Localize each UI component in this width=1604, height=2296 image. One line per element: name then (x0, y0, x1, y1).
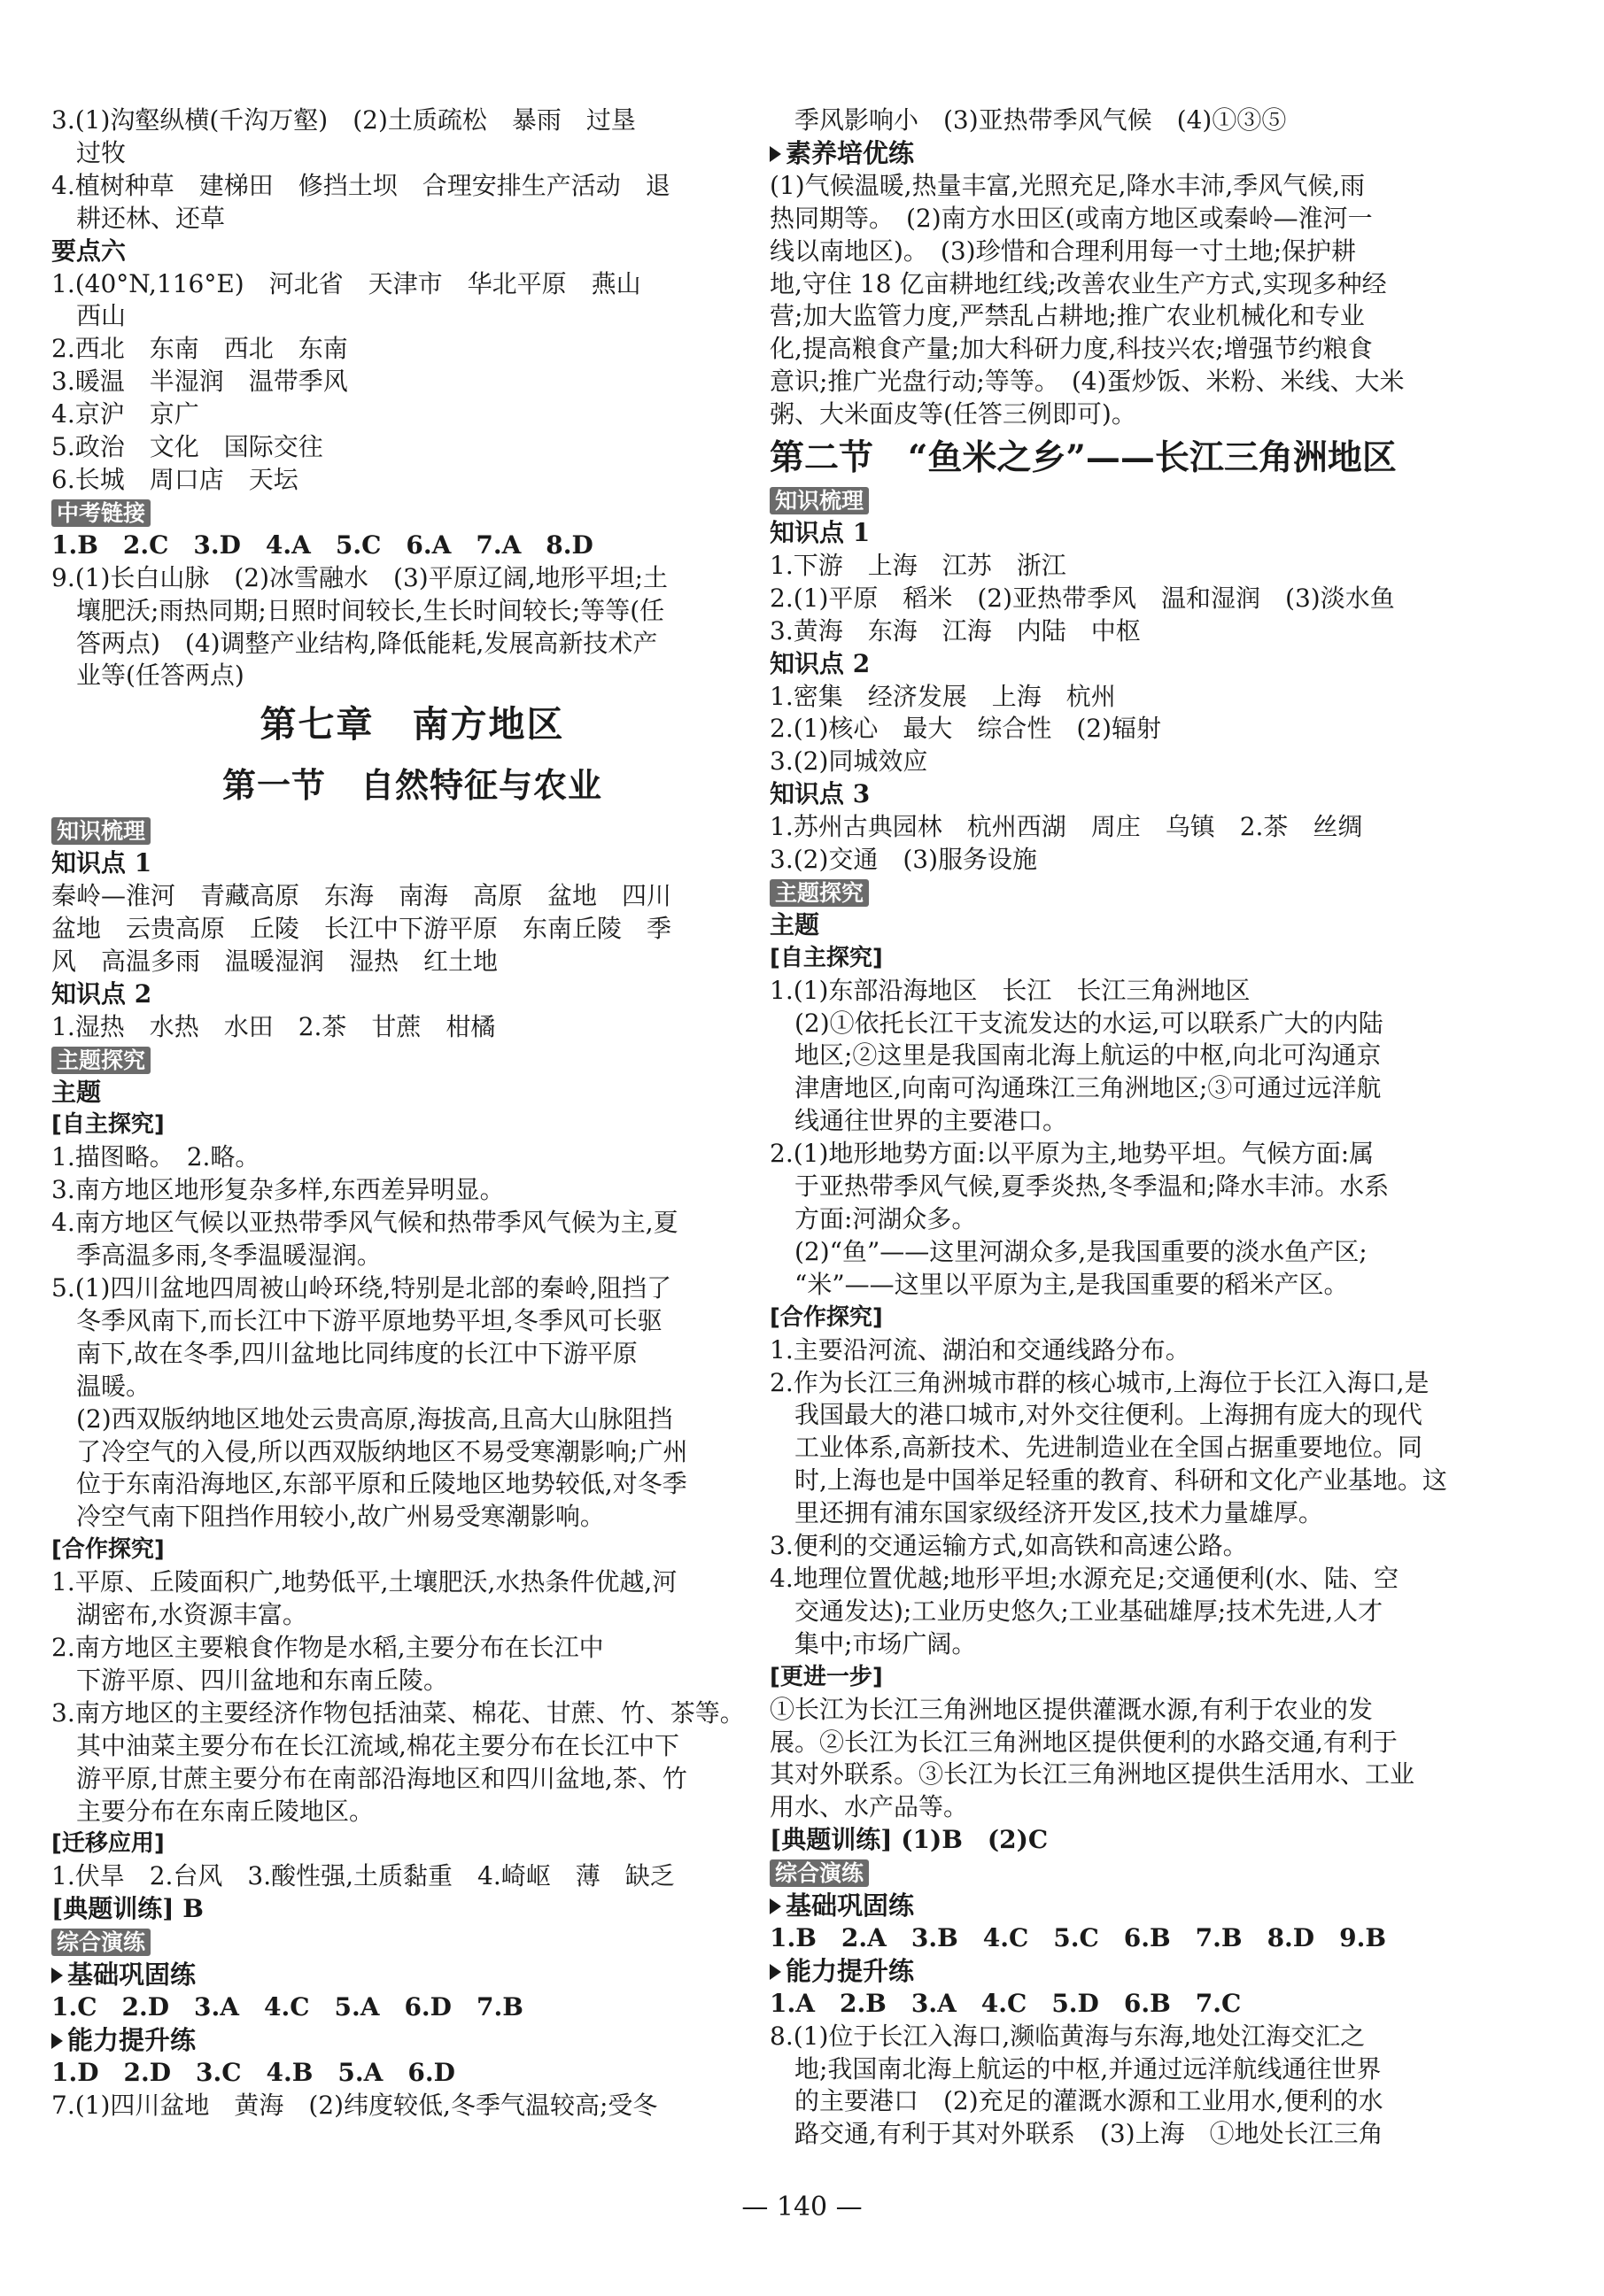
text-line: 1.(40°N,116°E) 河北省 天津市 华北平原 燕山 (51, 268, 641, 298)
text-line: 位于东南沿海地区,东部平原和丘陵地区地势较低,对冬季 (76, 1469, 687, 1499)
text-line: 津唐地区,向南可沟通珠江三角洲地区;③可通过远洋航 (794, 1073, 1382, 1103)
text-line: 里还拥有浦东国家级经济开发区,技术力量雄厚。 (794, 1498, 1323, 1528)
bracket-heading: [合作探究] (51, 1536, 165, 1564)
text-line: 6.长城 周口店 天坛 (51, 464, 298, 494)
subheading: 知识点 2 (770, 648, 871, 678)
text-line: 3.南方地区地形复杂多样,东西差异明显。 (51, 1175, 505, 1205)
triangle-icon (51, 2033, 63, 2049)
text-line: 西山 (76, 301, 127, 331)
text-line: 3.(1)沟壑纵横(千沟万壑) (2)土质疏松 暴雨 过垦 (51, 105, 636, 135)
text-line: 耕还林、还草 (76, 203, 226, 233)
text-line: 下游平原、四川盆地和东南丘陵。 (76, 1665, 449, 1695)
text-line: 于亚热带季风气候,夏季炎热,冬季温和;降水丰沛。水系 (794, 1171, 1390, 1202)
text-line: 3.(2)交通 (3)服务设施 (770, 845, 1038, 875)
text-line: 粥、大米面皮等(任答三例即可)。 (770, 399, 1136, 429)
text-line: 风 高温多雨 温暖湿润 湿热 红土地 (51, 946, 499, 976)
text-line: 秦岭—淮河 青藏高原 东海 南海 高原 盆地 四川 (51, 881, 672, 911)
triangle-icon (770, 146, 781, 162)
answer-line: 1.B 2.C 3.D 4.A 5.C 6.A 7.A 8.D (51, 530, 593, 560)
text-line: 热同期等。 (2)南方水田区(或南方地区或秦岭—淮河一 (770, 203, 1373, 233)
text-line: 营;加大监管力度,严禁乱占耕地;推广农业机械化和专业 (770, 301, 1365, 331)
text-line: 1.主要沿河流、湖泊和交通线路分布。 (770, 1334, 1190, 1364)
section-badge: 知识梳理 (51, 817, 151, 845)
text-line: 1.描图略。 2.略。 (51, 1142, 260, 1172)
text-line: 用水、水产品等。 (770, 1792, 969, 1822)
answer-line: 1.B 2.A 3.B 4.C 5.C 6.B 7.B 8.D 9.B (770, 1922, 1386, 1952)
text-line: 8.(1)位于长江入海口,濒临黄海与东海,地处江海交汇之 (770, 2021, 1366, 2051)
answer-line: 1.D 2.D 3.C 4.B 5.A 6.D (51, 2057, 455, 2087)
text-line: (2)“鱼”——这里河湖众多,是我国重要的淡水鱼产区; (794, 1236, 1368, 1266)
text-line: ①长江为长江三角洲地区提供灌溉水源,有利于农业的发 (770, 1694, 1373, 1724)
text-line: 1.伏旱 2.台风 3.酸性强,土质黏重 4.崎岖 薄 缺乏 (51, 1861, 675, 1891)
text-line: 了冷空气的入侵,所以西双版纳地区不易受寒潮影响;广州 (76, 1436, 688, 1466)
practice-label: 能力提升练 (786, 1955, 915, 1986)
text-line: 2.(1)地形地势方面:以平原为主,地势平坦。气候方面:属 (770, 1139, 1375, 1169)
text-line: 3.(2)同城效应 (770, 746, 928, 777)
text-line: 化,提高粮食产量;加大科研力度,科技兴农;增强节约粮食 (770, 334, 1373, 364)
text-line: 4.京沪 京广 (51, 399, 199, 429)
text-line: 4.植树种草 建梯田 修挡土坝 合理安排生产活动 退 (51, 170, 670, 200)
text-line: 1.下游 上海 江苏 浙江 (770, 550, 1066, 580)
practice-subheading (51, 1959, 773, 1991)
subheading: 知识点 3 (770, 779, 871, 809)
text-line: 其对外联系。③长江为长江三角洲地区提供生活用水、工业 (770, 1759, 1415, 1790)
text-line: 展。②长江为长江三角洲地区提供便利的水路交通,有利于 (770, 1727, 1398, 1757)
text-line: 温暖。 (76, 1371, 151, 1401)
left-column (51, 104, 773, 2122)
text-line: 壤肥沃;雨热同期;日照时间较长,生长时间较长;等等(任 (76, 595, 665, 625)
text-line: 地区;②这里是我国南北海上航运的中枢,向北可沟通京 (794, 1040, 1382, 1071)
text-line: 过牧 (76, 137, 127, 167)
text-line: 1.平原、丘陵面积广,地势低平,土壤肥沃,水热条件优越,河 (51, 1567, 678, 1597)
text-line: 4.南方地区气候以亚热带季风气候和热带季风气候为主,夏 (51, 1208, 678, 1238)
triangle-icon (51, 1967, 63, 1983)
text-line: 其中油菜主要分布在长江流域,棉花主要分布在长江中下 (76, 1730, 679, 1760)
text-line: 游平原,甘蔗主要分布在南部沿海地区和四川盆地,茶、竹 (76, 1763, 687, 1793)
text-line: 2.作为长江三角洲城市群的核心城市,上海位于长江入海口,是 (770, 1367, 1430, 1397)
bracket-heading: [合作探究] (770, 1303, 883, 1331)
text-line: 2.南方地区主要粮食作物是水稻,主要分布在长江中 (51, 1632, 604, 1662)
text-line: 1.密集 经济发展 上海 杭州 (770, 681, 1116, 711)
text-line: 1.(1)东部沿海地区 长江 长江三角洲地区 (770, 975, 1251, 1005)
text-line: 地;我国南北海上航运的中枢,并通过远洋航线通往世界 (794, 2053, 1382, 2083)
section-badge: 综合演练 (770, 1859, 869, 1887)
section-title: 第二节 “鱼米之乡”——长江三角洲地区 (770, 437, 1397, 479)
text-line: 季高温多雨,冬季温暖湿润。 (76, 1241, 382, 1271)
text-line: (2)西双版纳地区地处云贵高原,海拔高,且高大山脉阻挡 (76, 1403, 673, 1434)
chapter-title: 第七章 南方地区 (260, 703, 565, 746)
text-line: 集中;市场广阔。 (794, 1628, 977, 1658)
text-line: 答两点) (4)调整产业结构,降低能耗,发展高新技术产 (76, 628, 658, 658)
subheading: 主题 (770, 909, 820, 939)
subheading: 知识点 1 (770, 517, 871, 547)
practice-label: 基础巩固练 (67, 1960, 197, 1991)
text-line: 南下,故在冬季,四川盆地比同纬度的长江中下游平原 (76, 1338, 638, 1368)
text-line: 2.(1)核心 最大 综合性 (2)辐射 (770, 714, 1162, 744)
bracket-heading: [迁移应用] (51, 1830, 165, 1858)
text-line: 2.西北 东南 西北 东南 (51, 334, 348, 364)
text-line: 5.政治 文化 国际交往 (51, 432, 323, 462)
text-line: 盆地 云贵高原 丘陵 长江中下游平原 东南丘陵 季 (51, 914, 672, 944)
bracket-heading: [自主探究] (770, 944, 883, 971)
subheading: 要点六 (51, 236, 127, 266)
triangle-icon (770, 1964, 781, 1980)
text-line: 3.南方地区的主要经济作物包括油菜、棉花、甘蔗、竹、茶等。 (51, 1697, 745, 1728)
subheading: 知识点 2 (51, 978, 152, 1009)
triangle-icon (770, 1898, 781, 1914)
text-line: 线通往世界的主要港口。 (794, 1106, 1068, 1136)
text-line: 3.暖温 半湿润 温带季风 (51, 367, 348, 397)
text-line: 的主要港口 (2)充足的灌溉水源和工业用水,便利的水 (794, 2086, 1383, 2116)
text-line: 湖密布,水资源丰富。 (76, 1600, 307, 1630)
practice-label: 基础巩固练 (786, 1890, 915, 1921)
practice-label: 能力提升练 (67, 2024, 197, 2055)
bracket-heading: [自主探究] (51, 1111, 165, 1139)
practice-subheading (770, 1955, 1492, 1988)
section-badge: 知识梳理 (770, 487, 869, 514)
text-line: 3.便利的交通运输方式,如高铁和高速公路。 (770, 1531, 1248, 1561)
text-line: 线以南地区)。 (3)珍惜和合理利用每一寸土地;保护耕 (770, 236, 1357, 266)
answer-line: 1.C 2.D 3.A 4.C 5.A 6.D 7.B (51, 1991, 523, 2022)
answer-line: 1.A 2.B 3.A 4.C 5.D 6.B 7.C (770, 1988, 1242, 2018)
text-line: 路交通,有利于其对外联系 (3)上海 ①地处长江三角 (794, 2119, 1383, 2149)
text-line: 冷空气南下阻挡作用较小,故广州易受寒潮影响。 (76, 1502, 605, 1532)
bracket-heading: [更进一步] (770, 1663, 883, 1690)
section-badge: 主题探究 (51, 1047, 151, 1074)
practice-subheading (770, 137, 1492, 170)
text-line: 交通发达);工业历史悠久;工业基础雄厚;技术先进,人才 (794, 1596, 1383, 1626)
text-line: “米”——这里以平原为主,是我国重要的稻米产区。 (794, 1269, 1349, 1299)
text-line: (1)气候温暖,热量丰富,光照充足,降水丰沛,季风气候,雨 (770, 170, 1366, 200)
text-line: 意识;推广光盘行动;等等。 (4)蛋炒饭、米粉、米线、大米 (770, 367, 1405, 397)
subheading: 知识点 1 (51, 848, 152, 878)
text-line: 3.黄海 东海 江海 内陆 中枢 (770, 615, 1141, 646)
answer-line: [典题训练] B (51, 1894, 204, 1924)
text-line: 业等(任答两点) (76, 661, 244, 691)
text-line: 地,守住 18 亿亩耕地红线;改善农业生产方式,实现多种经 (770, 268, 1387, 298)
right-column (770, 104, 1492, 2151)
text-line: (2)①依托长江干支流发达的水运,可以联系广大的内陆 (794, 1008, 1383, 1038)
text-line: 冬季风南下,而长江中下游平原地势平坦,冬季风可长驱 (76, 1305, 663, 1335)
text-line: 1.苏州古典园林 杭州西湖 周庄 乌镇 2.茶 丝绸 (770, 812, 1363, 842)
text-line: 4.地理位置优越;地形平坦;水源充足;交通便利(水、陆、空 (770, 1563, 1399, 1593)
text-line: 9.(1)长白山脉 (2)冰雪融水 (3)平原辽阔,地形平坦;土 (51, 562, 669, 592)
text-line: 主要分布在东南丘陵地区。 (76, 1796, 375, 1826)
text-line: 5.(1)四川盆地四周被山岭环绕,特别是北部的秦岭,阻挡了 (51, 1273, 672, 1303)
section-badge: 主题探究 (770, 879, 869, 907)
text-line: 季风影响小 (3)亚热带季风气候 (4)①③⑤ (794, 105, 1287, 135)
text-line: 我国最大的港口城市,对外交往便利。上海拥有庞大的现代 (794, 1400, 1422, 1430)
practice-subheading (51, 2024, 773, 2057)
page-number: — 140 — (741, 2192, 863, 2223)
subheading: 主题 (51, 1077, 102, 1107)
section-badge: 综合演练 (51, 1929, 151, 1956)
text-line: 时,上海也是中国举足轻重的教育、科研和文化产业基地。这 (794, 1465, 1447, 1496)
answer-line: [典题训练] (1)B (2)C (770, 1825, 1049, 1855)
text-line: 1.湿热 水热 水田 2.茶 甘蔗 柑橘 (51, 1011, 496, 1041)
section-badge: 中考链接 (51, 499, 151, 527)
text-line: 7.(1)四川盆地 黄海 (2)纬度较低,冬季气温较高;受冬 (51, 2090, 658, 2120)
text-line: 方面:河湖众多。 (794, 1204, 977, 1233)
text-line: 工业体系,高新技术、先进制造业在全国占据重要地位。同 (794, 1433, 1422, 1463)
section-title: 第一节 自然特征与农业 (221, 765, 602, 806)
text-line: 2.(1)平原 稻米 (2)亚热带季风 温和湿润 (3)淡水鱼 (770, 583, 1395, 613)
practice-label: 素养培优练 (786, 137, 915, 168)
practice-subheading (770, 1890, 1492, 1922)
